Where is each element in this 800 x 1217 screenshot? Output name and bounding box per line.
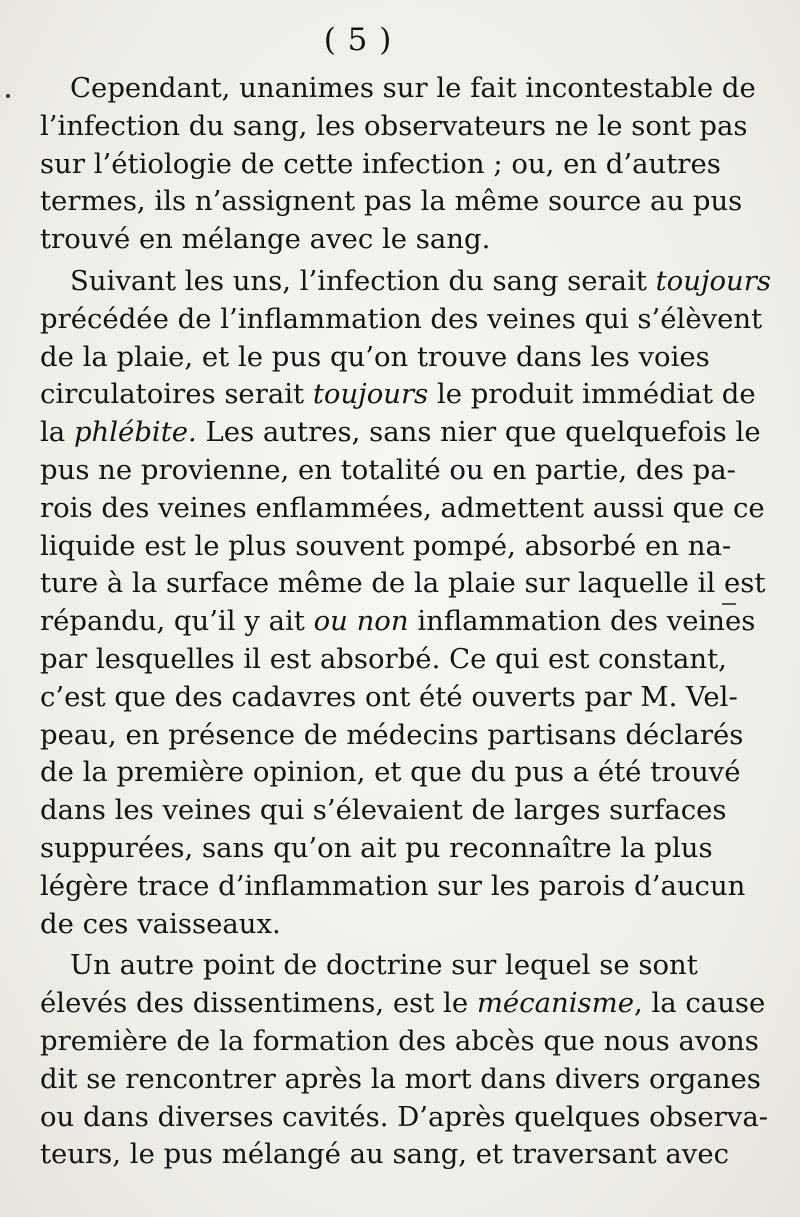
text-segment: ou dans diverses cavités. D’après quelques observa-	[40, 1100, 769, 1133]
text-segment: de la plaie, et le pus qu’on trouve dans les voies	[40, 340, 710, 373]
text-line	[40, 565, 766, 603]
text-segment: dans les veines qui s’élevaient de larges surfaces	[40, 794, 727, 827]
text-segment: Les autres, sans nier que quelquefois le	[196, 416, 761, 449]
text-segment: termes, ils n’assignent pas la même source au pus	[40, 185, 743, 218]
text-line	[40, 263, 771, 301]
text-segment: par lesquelles il est absorbé. Ce qui est constant,	[40, 642, 727, 675]
text-segment: circulatoires serait	[40, 378, 313, 411]
text-segment: Suivant les uns, l’infection du sang serait	[70, 264, 656, 297]
text-segment: l’infection du sang, les observateurs ne le sont pas	[40, 109, 748, 142]
text-line	[40, 603, 756, 641]
text-segment: précédée de l’inflammation des veines qui s’élèvent	[40, 302, 763, 335]
text-segment: dit se rencontrer après la mort dans divers organes	[40, 1062, 761, 1095]
text-segment: peau, en présence de médecins partisans déclarés	[40, 718, 744, 751]
text-segment: liquide est le plus souvent pompé, absorbé en na-	[40, 529, 732, 562]
text-line	[40, 221, 686, 259]
text-segment: inflammation des veines	[408, 605, 756, 638]
text-segment: pus ne provienne, en totalité ou en partie, des pa-	[40, 453, 736, 486]
text-segment: trouvé en mélange avec le sang.	[40, 223, 491, 256]
text-segment: de ces vaisseaux.	[40, 907, 281, 940]
text-line	[40, 376, 756, 414]
italic-text: ou non	[313, 605, 409, 638]
text-segment: sur l’étiologie de cette infection ; ou, en d’autres	[40, 147, 721, 180]
text-segment: Cependant, unanimes sur le fait incontestable de	[70, 72, 756, 104]
text-segment: la	[40, 416, 74, 449]
text-segment: légère trace d’inflammation sur les parois d’aucun	[40, 869, 746, 902]
text-line	[40, 717, 744, 755]
paragraph	[40, 947, 769, 1174]
text-line	[40, 490, 765, 528]
text-segment: teurs, le pus mélangé au sang, et traversant avec	[40, 1138, 730, 1171]
margin-speck	[6, 94, 10, 98]
text-segment: répandu, qu’il y ait	[40, 605, 314, 638]
text-line	[40, 947, 698, 985]
text-segment: Un autre point de doctrine sur lequel se sont	[70, 949, 698, 982]
text-segment: c’est que des cadavres ont été ouverts par M. Vel-	[40, 680, 738, 713]
text-line	[40, 985, 766, 1023]
text-segment: de la première opinion, et que du pus a été trouvé	[40, 756, 741, 789]
text-segment: ture à la surface même de la plaie sur laquelle il est	[40, 567, 766, 600]
text-line	[40, 792, 727, 830]
text-segment: élevés des dissentimens, est le	[40, 987, 477, 1020]
paragraph	[40, 70, 756, 259]
text-segment: rois des veines enflammées, admettent aussi que ce	[40, 491, 765, 524]
italic-text: mécanisme	[476, 987, 634, 1020]
text-line	[40, 452, 736, 490]
text-line	[40, 414, 761, 452]
text-line	[40, 183, 743, 221]
text-segment: le produit immédiat de	[428, 378, 756, 411]
text-line	[40, 679, 738, 717]
text-line	[40, 906, 686, 944]
text-line	[40, 339, 710, 377]
paragraph	[40, 263, 771, 943]
text-segment: suppurées, sans qu’on ait pu reconnaître la plus	[40, 831, 713, 864]
text-line	[40, 868, 746, 906]
italic-text: toujours	[655, 264, 771, 297]
text-line	[40, 1136, 730, 1174]
text-line	[40, 146, 721, 184]
text-line	[40, 70, 756, 108]
text-line	[40, 1061, 761, 1099]
italic-text: toujours	[312, 378, 429, 411]
italic-text: phlébite.	[73, 416, 197, 449]
text-line	[40, 301, 763, 339]
text-line	[40, 1023, 759, 1061]
text-line	[40, 641, 727, 679]
text-segment: première de la formation des abcès que nous avons	[40, 1024, 759, 1057]
text-line	[40, 528, 732, 566]
page-number: ( 5 )	[323, 22, 393, 58]
text-line	[40, 754, 741, 792]
text-segment: , la cause	[633, 987, 766, 1020]
body-text	[40, 70, 771, 1174]
text-line	[40, 1099, 769, 1137]
text-line	[40, 830, 713, 868]
text-line	[40, 108, 748, 146]
